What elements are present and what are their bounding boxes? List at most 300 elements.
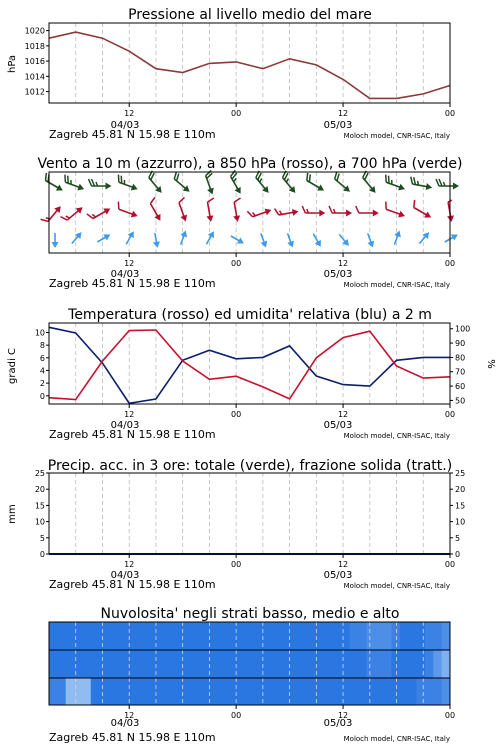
precip-panel [7, 458, 465, 591]
cloud-cell [250, 622, 259, 650]
wind-barb [170, 172, 194, 195]
wind-date-1: 04/03 [110, 269, 140, 280]
cloud-cell [116, 622, 125, 650]
cloud-cell [383, 678, 392, 705]
cloud-xticks [124, 705, 455, 720]
cloud-cell [158, 678, 167, 705]
cloud-cell [283, 622, 292, 650]
y-tick-label: 5 [455, 533, 461, 543]
barb-arrow-head [77, 184, 85, 193]
barb-arrow-head [206, 215, 214, 222]
y-tick-label: 80 [455, 353, 466, 363]
cloud-cell [199, 678, 208, 705]
temperature-title: Temperatura (rosso) ed umidita' relativa (blu) a 2 m [68, 307, 432, 323]
barb-arrow-head [368, 241, 377, 249]
y-tick-label: 0 [455, 550, 461, 559]
x-tick-label: 12 [337, 259, 349, 268]
barb-feather [411, 200, 417, 208]
cloud-cell [224, 622, 233, 650]
barb-feather [207, 198, 214, 202]
wind-title: Vento a 10 m (azzurro), a 850 hPa (rosso), a 700 hPa (verde) [37, 156, 463, 172]
temperature-yticks [35, 328, 49, 400]
y-tick-label: 90 [455, 339, 466, 349]
cloud-cell [49, 678, 58, 705]
barb-arrow-head [319, 210, 325, 217]
cloud-cell [408, 678, 417, 705]
barb-arrow-head [373, 210, 379, 217]
wind-barb [204, 198, 218, 222]
barb-feather [116, 202, 121, 210]
cloud-cell [66, 650, 75, 678]
cloud-cell [174, 678, 183, 705]
cloud-cell [408, 650, 417, 678]
precip-date-2: 05/03 [323, 570, 353, 581]
y-tick-label: 5 [39, 533, 45, 543]
cloud-cell [216, 678, 225, 705]
y-tick-label: 1016 [24, 57, 45, 67]
cloud-cell [392, 622, 401, 650]
cloud-cell [316, 650, 325, 678]
wind-barb [201, 170, 219, 195]
cloud-cell [400, 622, 409, 650]
cloud-cell [325, 650, 334, 678]
cloud-cell [191, 650, 200, 678]
barb-arrow-head [103, 231, 112, 240]
cloud-cell [425, 622, 434, 650]
cloud-cell [266, 622, 275, 650]
cloud-location: Zagreb 45.81 N 15.98 E 110m [49, 731, 216, 744]
cloud-cell [124, 650, 133, 678]
cloud-cell [375, 650, 384, 678]
precip-date-1: 04/03 [110, 570, 140, 581]
cloud-cell [283, 650, 292, 678]
y-tick-label: 20 [34, 485, 45, 495]
cloud-cell [316, 622, 325, 650]
barb-feather [178, 197, 186, 202]
barb-arrow-head [394, 229, 403, 237]
barb-half-feather [285, 178, 289, 182]
barb-feather [247, 210, 252, 218]
wind-barb [391, 229, 403, 245]
x-tick-label: 12 [337, 109, 349, 118]
cloud-cell [325, 678, 334, 705]
cloud-cell [333, 650, 342, 678]
precip-location: Zagreb 45.81 N 15.98 E 110m [49, 578, 216, 591]
cloud-cell [216, 650, 225, 678]
cloud-cell [300, 678, 309, 705]
wind-barb [89, 179, 112, 190]
x-tick-label: 00 [444, 259, 456, 268]
y-tick-label: 4 [39, 366, 45, 376]
wind-barb [52, 233, 59, 248]
cloud-cell [417, 650, 426, 678]
cloud-cell [233, 650, 242, 678]
cloud-cell [49, 622, 58, 650]
barb-arrow-head [153, 241, 161, 248]
barb-arrow-head [131, 184, 139, 193]
cloud-cell [191, 678, 200, 705]
cloud-date-1: 04/03 [110, 718, 140, 729]
barb-arrow-head [292, 208, 299, 216]
wind-barb [382, 175, 407, 193]
pressure-yticks [25, 27, 49, 97]
temperature-ylabel: gradi C [7, 348, 18, 384]
barb-arrow-head [56, 184, 65, 193]
cloud-cell [91, 678, 100, 705]
cloud-cell [308, 622, 317, 650]
cloud-cell [417, 678, 426, 705]
cloud-cell [91, 650, 100, 678]
cloud-cell [241, 622, 250, 650]
cloud-cell [99, 678, 108, 705]
barb-feather [89, 179, 92, 186]
y-tick-label: 1020 [24, 26, 45, 36]
cloud-cell [91, 622, 100, 650]
temperature-frame [49, 323, 450, 404]
pressure-panel [7, 7, 455, 141]
cloud-cell [166, 622, 175, 650]
cloud-cell [133, 678, 142, 705]
cloud-cell [149, 622, 158, 650]
barb-arrow-head [447, 215, 455, 222]
barb-arrow-head [207, 188, 216, 196]
cloud-cell [174, 622, 183, 650]
cloud-cell [107, 678, 116, 705]
cloud-cell [258, 650, 267, 678]
cloud-cell [358, 622, 367, 650]
cloud-cell [250, 678, 259, 705]
temperature-date-2: 05/03 [323, 420, 353, 431]
barb-feather [116, 175, 121, 183]
cloud-date-2: 05/03 [323, 718, 353, 729]
wind-barb [69, 230, 84, 246]
cloud-cell [350, 622, 359, 650]
wind-barb [302, 206, 325, 217]
barb-arrow-head [261, 241, 270, 249]
y-tick-label: 60 [455, 382, 466, 392]
cloud-cell [400, 650, 409, 678]
cloud-cell [258, 678, 267, 705]
x-tick-label: 00 [231, 560, 242, 569]
cloud-cell [166, 650, 175, 678]
x-tick-label: 12 [337, 560, 349, 569]
cloud-cell [158, 622, 167, 650]
y-tick-label: 100 [455, 324, 471, 334]
cloud-model: Moloch model, CNR-ISAC, Italy [343, 735, 450, 743]
pressure-date-2: 05/03 [323, 120, 353, 131]
precip-title: Precip. acc. in 3 ore: totale (verde), frazione solida (tratt.) [47, 458, 453, 474]
wind-barb [310, 232, 324, 248]
barb-feather [87, 212, 93, 220]
barb-feather [383, 202, 388, 210]
cloud-cell [383, 622, 392, 650]
barb-arrow-head [237, 237, 246, 246]
cloud-cell [174, 650, 183, 678]
barb-feather [92, 179, 95, 186]
cloud-cell [82, 622, 91, 650]
y-tick-label: 15 [34, 501, 45, 511]
cloud-cell [266, 650, 275, 678]
pressure-ylabel: hPa [7, 54, 18, 74]
x-tick-label: 12 [124, 259, 135, 268]
x-tick-label: 00 [231, 711, 242, 720]
cloud-cell [442, 650, 451, 678]
wind-barb [409, 177, 433, 191]
cloud-cell [366, 678, 375, 705]
y-tick-label: 25 [455, 469, 466, 478]
x-tick-label: 00 [444, 711, 456, 720]
cloud-cell [216, 622, 225, 650]
cloud-cell [350, 678, 359, 705]
cloud-cell [366, 650, 375, 678]
cloud-cell [99, 622, 108, 650]
cloud-cell [191, 622, 200, 650]
wind-barb [275, 205, 299, 219]
y-tick-label: 0 [39, 550, 45, 559]
y-tick-label: 10 [34, 328, 45, 338]
barb-arrow-head [265, 207, 273, 216]
cloud-cell [49, 650, 58, 678]
cloud-cell [417, 622, 426, 650]
y-tick-label: 8 [39, 341, 45, 351]
barb-feather [234, 198, 241, 202]
cloud-cell [425, 650, 434, 678]
cloud-cell [224, 650, 233, 678]
cloud-cell [375, 622, 384, 650]
y-tick-label: 15 [455, 501, 466, 511]
cloud-cell [400, 678, 409, 705]
barb-arrow-head [426, 183, 433, 191]
temperature-xticks [124, 404, 455, 419]
pressure-location: Zagreb 45.81 N 15.98 E 110m [49, 128, 216, 141]
precip-frame [49, 473, 450, 554]
wind-date-2: 05/03 [323, 269, 353, 280]
cloud-cell [233, 622, 242, 650]
wind-barb [151, 232, 160, 248]
wind-barb [230, 198, 244, 222]
wind-barb [356, 206, 379, 217]
cloud-cell [358, 678, 367, 705]
barb-feather [302, 206, 305, 213]
cloud-cell [291, 650, 300, 678]
wind-barb [229, 233, 245, 247]
cloud-cell [149, 678, 158, 705]
cloud-cell [442, 678, 451, 705]
cloud-cell [116, 678, 125, 705]
barb-arrow-head [398, 211, 406, 220]
wind-barb [61, 175, 86, 193]
cloud-cell [433, 678, 442, 705]
humidity-yticks [450, 325, 470, 406]
cloud-cell [141, 650, 150, 678]
wind-barb [96, 231, 112, 245]
cloud-cell [66, 622, 75, 650]
x-tick-label: 00 [444, 109, 456, 118]
barb-arrow-head [398, 184, 406, 193]
cloud-cell [233, 678, 242, 705]
pressure-line [49, 32, 450, 98]
x-tick-label: 12 [124, 560, 135, 569]
pressure-frame [49, 23, 450, 103]
cloud-cell [250, 650, 259, 678]
pressure-xticks [124, 103, 455, 118]
barb-arrow-head [317, 184, 326, 193]
cloud-cell [183, 650, 192, 678]
wind-barb [247, 203, 272, 221]
precip-xticks [124, 554, 455, 569]
cloud-cell [141, 678, 150, 705]
cloud-cell [300, 650, 309, 678]
barb-feather [149, 197, 157, 203]
x-tick-label: 12 [337, 410, 349, 419]
x-tick-label: 12 [124, 410, 135, 419]
precip-yticks-right [450, 469, 465, 559]
cloud-cell [141, 622, 150, 650]
cloud-cell [358, 650, 367, 678]
cloud-cell [133, 650, 142, 678]
barb-feather [436, 179, 439, 186]
y-tick-label: 20 [455, 485, 466, 495]
cloud-cell [291, 622, 300, 650]
x-tick-label: 00 [231, 259, 242, 268]
cloud-panel [49, 606, 455, 744]
barb-arrow-head [106, 183, 112, 190]
precip-model: Moloch model, CNR-ISAC, Italy [343, 582, 450, 590]
cloud-cell [224, 678, 233, 705]
y-tick-label: 25 [34, 469, 45, 478]
cloud-cell [149, 650, 158, 678]
cloud-cell [392, 650, 401, 678]
y-tick-label: 1012 [24, 87, 45, 97]
cloud-cell [133, 622, 142, 650]
cloud-cell [107, 622, 116, 650]
cloud-cell [308, 678, 317, 705]
cloud-cell [333, 622, 342, 650]
wind-model: Moloch model, CNR-ISAC, Italy [343, 281, 450, 289]
cloud-cell [57, 650, 66, 678]
cloud-cell [166, 678, 175, 705]
x-tick-label: 12 [124, 711, 135, 720]
cloud-cell [366, 622, 375, 650]
cloud-cell [57, 622, 66, 650]
cloud-cell [275, 678, 284, 705]
cloud-cell [124, 622, 133, 650]
barb-half-feather [259, 178, 263, 182]
wind-xticks [124, 253, 455, 268]
barb-arrow-head [424, 211, 433, 220]
barb-arrow-head [180, 215, 189, 223]
cloud-cells [49, 622, 450, 705]
wind-barb [302, 173, 327, 194]
barb-half-feather [66, 215, 70, 219]
cloud-cell [383, 650, 392, 678]
cloud-cell [158, 650, 167, 678]
wind-barb [409, 200, 434, 221]
wind-barb [443, 231, 459, 245]
wind-barb [258, 232, 270, 248]
pressure-date-1: 04/03 [110, 120, 140, 131]
y-tick-label: 1014 [24, 72, 45, 82]
cloud-cell [183, 622, 192, 650]
barb-feather [275, 208, 279, 215]
cloud-cell [300, 622, 309, 650]
cloud-title: Nuvolosita' negli strati basso, medio e alto [100, 606, 400, 622]
cloud-cell [99, 650, 108, 678]
cloud-cell [291, 678, 300, 705]
temperature-model: Moloch model, CNR-ISAC, Italy [343, 432, 450, 440]
precip-grid [76, 473, 424, 554]
cloud-cell [82, 650, 91, 678]
cloud-cell [266, 678, 275, 705]
cloud-cell [241, 678, 250, 705]
barb-feather [383, 175, 388, 183]
cloud-cell [333, 678, 342, 705]
wind-barb [330, 172, 354, 195]
cloud-cell [442, 622, 451, 650]
wind-barb [177, 229, 189, 245]
cloud-cell [124, 678, 133, 705]
y-tick-label: 10 [34, 517, 45, 527]
x-tick-label: 12 [337, 711, 349, 720]
wind-barb [41, 202, 64, 226]
cloud-cell [325, 622, 334, 650]
pressure-grid [76, 23, 424, 103]
cloud-cell [433, 650, 442, 678]
cloud-cell [66, 678, 75, 705]
cloud-cell [199, 650, 208, 678]
wind-barb [284, 232, 296, 248]
cloud-cell [199, 622, 208, 650]
cloud-cell [392, 678, 401, 705]
cloud-cell [258, 622, 267, 650]
humidity-line [49, 327, 450, 403]
cloud-cell [425, 678, 434, 705]
cloud-cell [433, 622, 442, 650]
cloud-cell [350, 650, 359, 678]
cloud-cell [275, 622, 284, 650]
x-tick-label: 00 [231, 410, 242, 419]
barb-arrow-head [453, 183, 459, 190]
x-tick-label: 12 [124, 109, 135, 118]
wind-barb [115, 202, 140, 220]
wind-barb [60, 202, 84, 225]
cloud-cell [183, 678, 192, 705]
cloud-cell [408, 622, 417, 650]
barb-arrow-head [451, 231, 460, 240]
wind-barb [364, 232, 376, 248]
barb-feather [439, 179, 442, 186]
barb-feather [356, 206, 359, 213]
y-tick-label: 6 [39, 353, 45, 363]
barb-arrow-head [180, 229, 189, 237]
cloud-cell [375, 678, 384, 705]
y-tick-label: 70 [455, 367, 466, 377]
x-tick-label: 00 [231, 109, 242, 118]
barb-feather [329, 206, 332, 213]
temperature-location: Zagreb 45.81 N 15.98 E 110m [49, 428, 216, 441]
wind-panel [37, 156, 462, 290]
pressure-model: Moloch model, CNR-ISAC, Italy [343, 132, 450, 140]
y-tick-label: 2 [39, 379, 45, 389]
barb-feather [63, 175, 68, 183]
humidity-ylabel: % [485, 359, 496, 369]
cloud-cell [241, 650, 250, 678]
cloud-cell [116, 650, 125, 678]
wind-barb [123, 229, 137, 245]
wind-location: Zagreb 45.81 N 15.98 E 110m [49, 277, 216, 290]
y-tick-label: 10 [455, 517, 466, 527]
barb-arrow-head [287, 241, 296, 249]
